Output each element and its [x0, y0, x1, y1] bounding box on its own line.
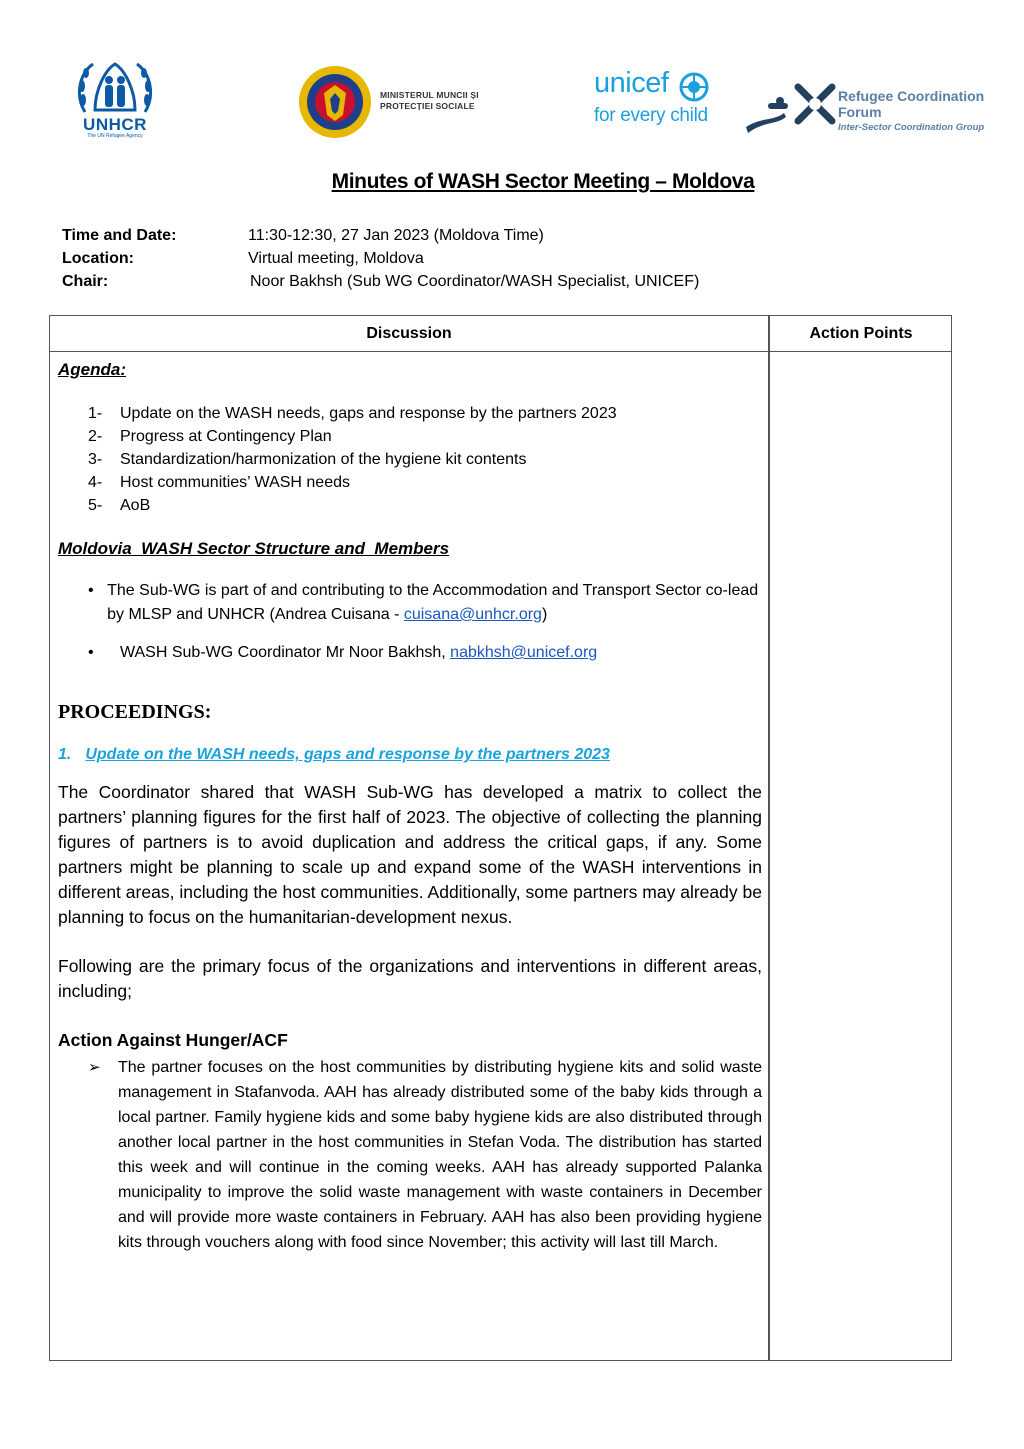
structure-list	[88, 579, 762, 665]
rcf-line1: Refugee Coordination	[838, 88, 985, 104]
proceedings-item-1-link[interactable]: Update on the WASH needs, gaps and response by the partners 2023	[85, 746, 610, 763]
action-points-column-header: Action Points	[809, 325, 913, 342]
location-value: Virtual meeting, Moldova	[248, 250, 424, 267]
discussion-cell	[58, 360, 762, 1255]
paragraph-2: Following are the primary focus of the organizations and interventions in different areas, including;	[58, 956, 762, 1001]
meta-time-row	[62, 224, 699, 247]
chair-value: Noor Bakhsh (Sub WG Coordinator/WASH Specialist, UNICEF)	[250, 273, 700, 290]
list-item: 2- Progress at Contingency Plan	[88, 428, 332, 445]
org-heading-acf: Action Against Hunger/ACF	[58, 1030, 288, 1050]
agenda-title: Agenda:	[58, 360, 126, 379]
bullet-icon: •	[88, 644, 94, 661]
ministry-seal-icon	[296, 63, 374, 141]
list-item: 3- Standardization/harmonization of the hygiene kit contents	[88, 451, 527, 468]
unhcr-tagline: The UN Refugee Agency	[87, 133, 143, 139]
unhcr-emblem-icon	[77, 60, 153, 118]
rcf-line2: Forum	[838, 104, 882, 120]
email-link-nabkhsh[interactable]: nabkhsh@unicef.org	[450, 644, 598, 661]
bullet-icon: •	[88, 582, 94, 599]
column-divider	[768, 316, 770, 1360]
globe-icon	[678, 71, 710, 103]
agenda-list	[88, 402, 762, 517]
ministry-name: MINISTERUL MUNCII ȘI PROTECȚIEI SOCIALE	[380, 90, 479, 111]
discussion-column-header: Discussion	[366, 325, 452, 342]
org-acf-text: The partner focuses on the host communities by distributing hygiene kits and solid waste management in Stafanvoda. AAH has already distributed some of the baby kids through a local partner. Family hygiene kids and some baby hygiene kids are also distributed through another local partner in the host communities in Stefan Voda. The distribution has started this week and will continue in the coming weeks. AAH has already supported Palanka municipality to improve the solid waste management with waste containers in December and will provide more waste containers in February. AAH has also been providing hygiene kits through vouchers along with food since November; this activity will last till March.	[118, 1059, 762, 1251]
arrow-bullet-icon: ➢	[88, 1059, 101, 1076]
list-item: 5- AoB	[88, 497, 151, 514]
proceedings-heading: PROCEEDINGS:	[58, 701, 212, 723]
list-item: 4- Host communities’ WASH needs	[88, 474, 350, 491]
meta-location-row	[62, 247, 699, 270]
email-link-cuisana[interactable]: cuisana@unhcr.org	[403, 606, 542, 623]
time-label: Time and Date:	[62, 227, 177, 244]
unicef-slogan: for every child	[594, 105, 708, 126]
structure-title: Moldovia WASH Sector Structure and Members	[58, 539, 450, 558]
time-value: 11:30-12:30, 27 Jan 2023 (Moldova Time)	[248, 227, 544, 244]
list-item: • The Sub-WG is part of and contributing to the Accommodation and Transport Sector co-lead by MLSP and UNHCR (Andrea Cuisana - cuisana@unhcr.org)	[88, 579, 762, 627]
org-acf-item	[58, 1055, 762, 1255]
location-label: Location:	[62, 250, 134, 267]
unhcr-wordmark: UNHCR	[83, 115, 147, 134]
ministry-logo	[296, 63, 506, 141]
list-item: 1- Update on the WASH needs, gaps and response by the partners 2023	[88, 405, 617, 422]
rcf-emblem-icon	[744, 81, 838, 141]
rcf-line3: Inter-Sector Coordination Group	[838, 122, 985, 133]
minutes-table	[49, 315, 952, 1361]
list-item: • WASH Sub-WG Coordinator Mr Noor Bakhsh, nabkhsh@unicef.org	[88, 641, 762, 665]
paragraph-1: The Coordinator shared that WASH Sub-WG has developed a matrix to collect the partners’ planning figures for the first half of 2023. The objective of collecting the planning figures of partners is to avoid duplication and address the critical gaps, if any. Some partners might be planning to scale up and expand some of the WASH interventions in different areas, including the host communities. Additionally, some partners may already be planning to focus on the humanitarian-development nexus.	[58, 782, 762, 927]
proceedings-item-1: 1. Update on the WASH needs, gaps and response by the partners 2023	[58, 746, 610, 763]
unicef-wordmark: unicef	[594, 67, 669, 99]
document-title: Minutes of WASH Sector Meeting – Moldova	[331, 170, 755, 193]
unicef-logo	[594, 67, 724, 137]
unhcr-logo	[74, 60, 156, 140]
meeting-meta	[62, 224, 699, 293]
logo-bar	[0, 55, 1024, 150]
rcf-logo	[744, 81, 1019, 141]
table-header	[50, 316, 951, 352]
chair-label: Chair:	[62, 273, 109, 290]
meta-chair-row	[62, 270, 699, 293]
